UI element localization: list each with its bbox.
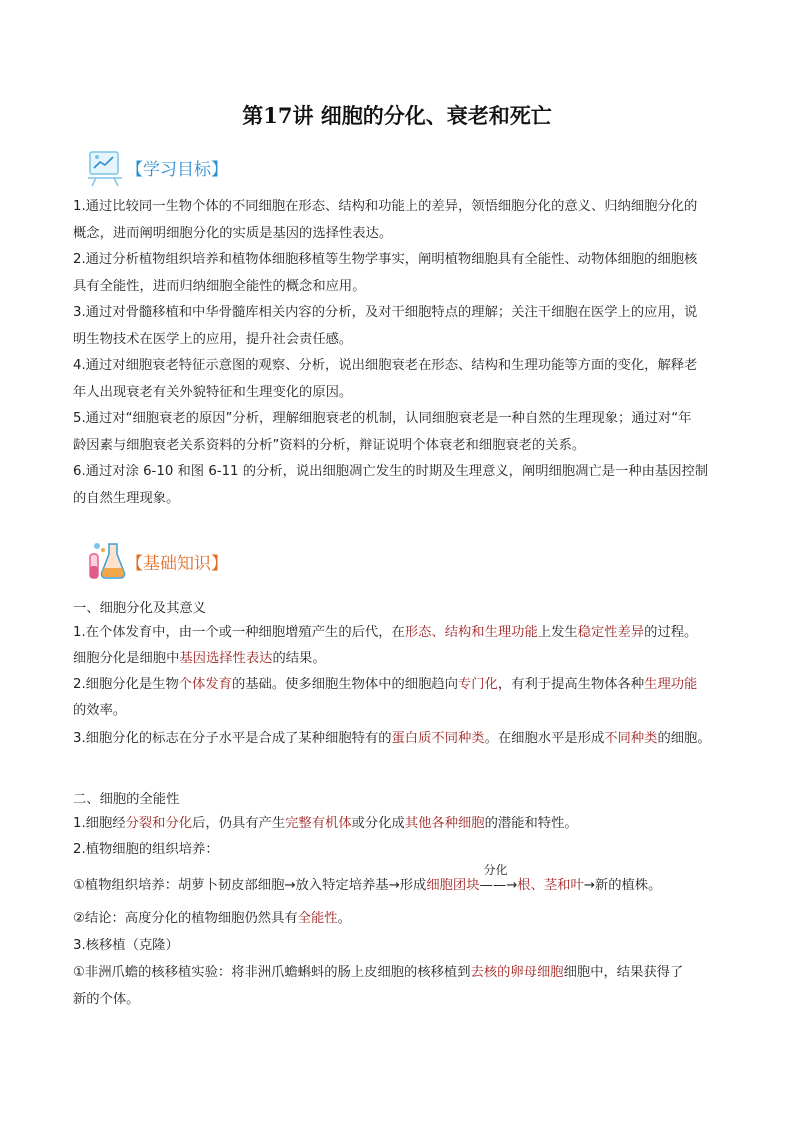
sec1-line5: 3.细胞分化的标志在分子水平是合成了某种细胞特有的蛋白质不同种类。在细胞水平是形成不同种类的细胞。 <box>73 731 711 746</box>
goal-line: 龄因素与细胞衰老关系资料的分析”资料的分析，辩证说明个体衰老和细胞衰老的关系。 <box>73 437 586 453</box>
goal-line: 5.通过对“细胞衰老的原因”分析，理解细胞衰老的机制，认同细胞衰老是一种自然的生理现象；通过对“年 <box>73 411 692 426</box>
sec1-line3: 2.细胞分化是生物个体发育的基础。使多细胞生物体中的细胞趋向专门化，有利于提高生物体各种生理功能 <box>73 677 698 692</box>
goal-line: 6.通过对涂 6-10 和图 6-11 的分析，说出细胞凋亡发生的时期及生理意义，阐明细胞凋亡是一种由基因控制 <box>73 464 709 479</box>
sec2-line3: ①植物组织培养：胡萝卜韧皮部细胞→放入特定培养基→形成细胞团块 分化 ——→根、茎和叶→新的植株。 <box>73 863 662 893</box>
goal-line: 4.通过对细胞衰老特征示意图的观察、分析，说出细胞衰老在形态、结构和生理功能等方面的变化，解释老 <box>73 358 698 373</box>
goal-line: 的自然生理现象。 <box>73 490 180 506</box>
sec2-line5: 3.核移植（克隆） <box>73 938 179 953</box>
lab-flask-icon <box>86 540 126 582</box>
sec1-line2: 细胞分化是细胞中基因选择性表达的结果。 <box>73 651 326 666</box>
section2-title: 二、细胞的全能性 <box>73 792 180 807</box>
goal-line: 1.通过比较同一生物个体的不同细胞在形态、结构和功能上的差异，领悟细胞分化的意义、归纳细胞分化的 <box>73 199 698 214</box>
sec2-line7: 新的个体。 <box>73 992 140 1007</box>
goals-heading: 【学习目标】 <box>126 160 228 180</box>
goals-list <box>73 194 723 512</box>
differentiation-arrow: 分化 ——→ <box>479 863 518 893</box>
page-title: 第17讲 细胞的分化、衰老和死亡 <box>242 103 552 128</box>
presentation-board-icon <box>86 148 126 188</box>
sec2-line6: ①非洲爪蟾的核移植实验：将非洲爪蟾蝌蚪的肠上皮细胞的核移植到去核的卵母细胞细胞中，结果获得了 <box>73 965 684 980</box>
goal-line: 年人出现衰老有关外貌特征和生理变化的原因。 <box>73 384 353 400</box>
goal-line: 明生物技术在医学上的应用，提升社会责任感。 <box>73 331 353 347</box>
sec1-line1: 1.在个体发育中，由一个或一种细胞增殖产生的后代，在形态、结构和生理功能上发生稳定性差异的过程。 <box>73 625 698 640</box>
sec2-line2: 2.植物细胞的组织培养： <box>73 842 219 857</box>
goal-line: 概念，进而阐明细胞分化的实质是基因的选择性表达。 <box>73 225 393 241</box>
basics-heading: 【基础知识】 <box>126 554 228 574</box>
sec2-line1: 1.细胞经分裂和分化后，仍具有产生完整有机体或分化成其他各种细胞的潜能和特性。 <box>73 816 578 831</box>
sec1-line4: 的效率。 <box>73 703 127 718</box>
section1-title: 一、细胞分化及其意义 <box>73 601 206 616</box>
arrow-label: 分化 <box>483 863 508 877</box>
goal-line: 具有全能性，进而归纳细胞全能性的概念和应用。 <box>73 278 366 294</box>
goal-line: 3.通过对骨髓移植和中华骨髓库相关内容的分析，及对干细胞特点的理解；关注干细胞在医学上的应用，说 <box>73 305 698 320</box>
goal-line: 2.通过分析植物组织培养和植物体细胞移植等生物学事实，阐明植物细胞具有全能性、动物体细胞的细胞核 <box>73 252 698 267</box>
sec2-line4: ②结论：高度分化的植物细胞仍然具有全能性。 <box>73 911 351 926</box>
